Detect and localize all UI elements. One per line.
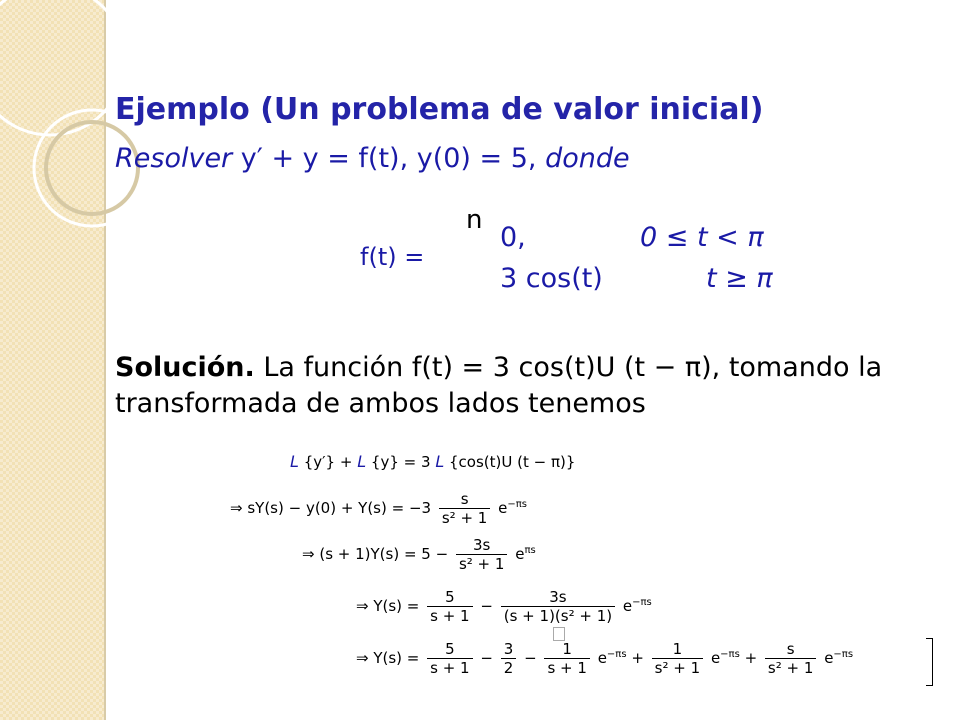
slide-title: Ejemplo (Un problema de valor inicial): [115, 92, 764, 127]
eq5-op-3: +: [631, 649, 644, 667]
case1-condition: 0 ≤ t < π: [640, 222, 764, 253]
solution-line-1: [115, 352, 882, 383]
laplace-symbol: L: [290, 452, 299, 471]
eq1-part-c: {cos(t)U (t − π)}: [449, 453, 576, 471]
eq2-fraction: [439, 490, 490, 527]
eq5-exp-base-5: e: [824, 649, 834, 667]
eq5-fraction-2: [501, 640, 517, 677]
eq3-denominator: s² + 1: [458, 555, 505, 573]
ode-equation: y′ + y = f(t), y(0) = 5,: [240, 143, 537, 174]
piecewise-lhs: f(t) =: [360, 243, 425, 271]
eq5-exponent-4: −πs: [720, 649, 740, 660]
problem-statement: [115, 143, 630, 174]
solution-text-1: La función f(t) = 3 cos(t)U (t − π), tomando la: [263, 352, 883, 383]
eq4-exp-base: e: [622, 597, 633, 615]
eq5-fraction-1: [427, 640, 472, 677]
eq4-operator: −: [480, 597, 493, 615]
closing-bracket: [926, 638, 933, 686]
eq5-fraction-4: [652, 640, 703, 677]
eq1-part-a: {y′} +: [303, 453, 353, 471]
eq4-den-1: s + 1: [430, 607, 470, 625]
eq5-num-4: 1: [652, 640, 703, 659]
laplace-symbol: L: [357, 452, 367, 471]
eq4-exponent: −πs: [632, 597, 652, 608]
eq5-den-5: s² + 1: [767, 659, 814, 677]
eq3-lhs: ⇒ (s + 1)Y(s) = 5 −: [302, 545, 449, 563]
eq5-op-4: +: [744, 649, 758, 667]
eq2-exp-base: e: [498, 499, 508, 517]
eq5-fraction-5: [765, 640, 816, 677]
eq2-lhs: ⇒ sY(s) − y(0) + Y(s) = −3: [230, 499, 432, 517]
laplace-symbol: L: [435, 452, 445, 471]
decorative-circles: [0, 0, 160, 260]
eq5-den-1: s + 1: [430, 659, 470, 677]
eq2-exponent: −πs: [507, 499, 527, 510]
donde-word: donde: [545, 143, 630, 174]
eq5-den-4: s² + 1: [654, 659, 701, 677]
eq5-den-3: s + 1: [547, 659, 587, 677]
eq5-exp-base-4: e: [710, 649, 721, 667]
eq4-fraction-2: [501, 588, 615, 625]
eq5-num-5: s: [765, 640, 816, 659]
eq4-fraction-1: [427, 588, 472, 625]
eq4-num-2: 3s: [501, 588, 615, 607]
eq4-lhs: ⇒ Y(s) =: [356, 597, 420, 615]
eq5-num-2: 3: [501, 640, 517, 659]
equation-1: [290, 452, 575, 471]
eq5-fraction-3: [544, 640, 589, 677]
equation-4: [356, 588, 652, 625]
eq5-op-1: −: [480, 649, 493, 667]
eq3-exp-base: e: [515, 545, 525, 563]
equation-2: [230, 490, 527, 527]
eq5-den-2: 2: [503, 659, 514, 677]
eq3-exponent: πs: [524, 545, 536, 556]
piecewise-brace: n: [466, 205, 483, 235]
eq5-num-3: 1: [544, 640, 589, 659]
eq3-numerator: 3s: [456, 536, 507, 555]
eq5-op-2: −: [524, 649, 537, 667]
missing-glyph-box: [553, 627, 565, 641]
resolver-word: Resolver: [115, 143, 233, 174]
eq5-lhs: ⇒ Y(s) =: [356, 649, 420, 667]
eq2-numerator: s: [439, 490, 490, 509]
eq4-den-2: (s + 1)(s² + 1): [503, 607, 613, 625]
solution-line-2: transformada de ambos lados tenemos: [115, 388, 646, 419]
eq5-exp-base-3: e: [597, 649, 607, 667]
eq3-fraction: [456, 536, 507, 573]
case1-value: 0,: [500, 222, 526, 253]
solution-label: Solución.: [115, 352, 255, 383]
case2-value: 3 cos(t): [500, 263, 603, 294]
eq5-exponent-3: −πs: [606, 649, 627, 660]
case2-condition: t ≥ π: [706, 263, 773, 294]
equation-5: [356, 640, 853, 677]
equation-3: [302, 536, 536, 573]
eq5-num-1: 5: [427, 640, 472, 659]
eq5-exponent-5: −πs: [833, 649, 854, 660]
eq1-part-b: {y} = 3: [370, 453, 431, 471]
eq2-denominator: s² + 1: [441, 509, 488, 527]
eq4-num-1: 5: [427, 588, 472, 607]
